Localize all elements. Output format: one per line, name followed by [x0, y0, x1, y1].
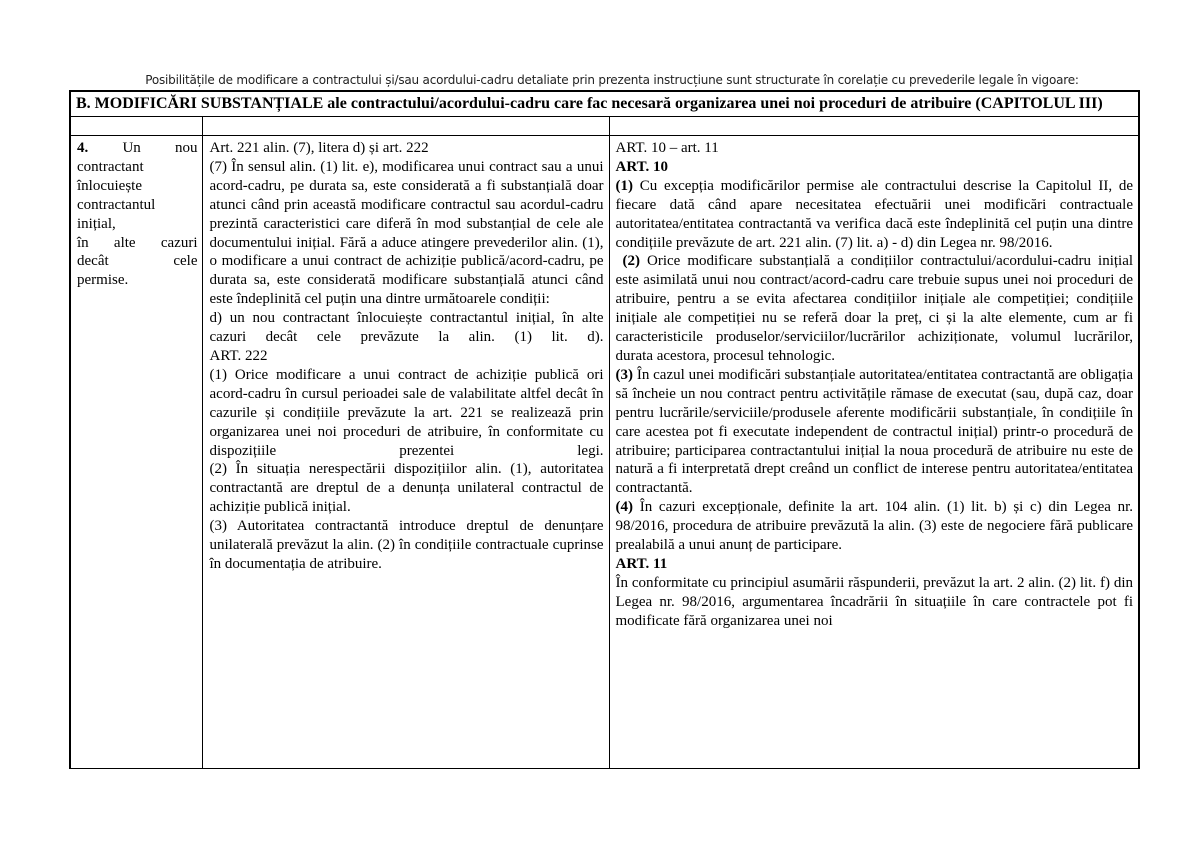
spacer-cell-2: [202, 117, 609, 136]
paragraph-text: Orice modificare substanțială a condițiilor contractului/acordului-cadru inițial este asimilată unui nou contract/acord-cadru care trebuie supus unei noi proceduri de atribuire, pentru a se evita afectarea condițiilor inițiale ale competiției; condițiile inițiale ale competiției nu se referă doar la preț, ci și la alte elemente, cum ar fi caracteristicile produselor/serviciilor/lucrărilor achiziționate, volumul lucrărilor, durata acestora, procesul tehnologic.: [615, 253, 1134, 364]
provisions-table: [69, 90, 1140, 769]
instruction-cell: [609, 136, 1139, 769]
case-line: inițial,: [77, 215, 116, 232]
law-paragraph: (7) În sensul alin. (1) lit. e), modificarea unui contract sau a unui acord-cadru, pe durata sa, este considerată a fi substanțială doar atunci când prin această modificare contractul sau acordul-cadru prezintă caracteristici care diferă în mod substanțial de cele ale documentului inițial. Fără a aduce atingere prevederilor alin. (1), o modificare a unui contract de achiziție publică/acord-cadru, pe durata sa, este considerată modificare substanțială atunci când este îndeplinită cel puțin una dintre următoarele condiții:: [209, 158, 604, 308]
case-text: Un nou: [122, 140, 198, 156]
case-line: permise.: [77, 272, 129, 289]
case-number: 4.: [77, 140, 89, 156]
law-paragraph: d) un nou contractant înlocuiește contractantul inițial, în alte cazuri decât cele prevăzute la alin. (1) lit. d).: [209, 310, 604, 346]
case-cell: [70, 136, 202, 769]
content-row: [70, 136, 1139, 769]
header-note: Posibilitățile de modificare a contractului și/sau acordului-cadru detaliate prin prezenta instrucțiune sunt structurate în corelație cu prevederile legale în vigoare:: [145, 73, 1079, 87]
law-heading: Art. 221 alin. (7), litera d) și art. 222: [209, 140, 429, 156]
spacer-row: [70, 117, 1139, 136]
spacer-cell-3: [609, 117, 1139, 136]
section-title-row: [70, 91, 1139, 117]
case-line: contractantul: [77, 196, 156, 213]
instruction-paragraph: [616, 177, 1134, 253]
law-paragraph: (3) Autoritatea contractantă introduce dreptul de denunțare unilaterală prevăzut la alin. (2) în condițiile contractuale cuprinse în documentația de atribuire.: [209, 518, 604, 572]
paragraph-text: În cazuri excepționale, definite la art. 104 alin. (1) lit. b) și c) din Legea nr. 98/2016, procedura de atribuire prevăzută la alin. (3) este de negociere fără publicare prealabilă a unui anunț de participare.: [615, 499, 1134, 554]
instruction-heading: ART. 10 – art. 11: [615, 140, 719, 156]
instruction-paragraph: [616, 252, 1134, 365]
paragraph-number: (2): [622, 253, 641, 270]
law-paragraph: (1) Orice modificare a unui contract de achiziție publică ori acord-cadru în cursul perioadei sale de valabilitate altfel decât în cazurile și condițiile prevăzute la art. 221 se realizează prin organizarea unei noi proceduri de atribuire, în conformitate cu dispozițiile prezentei legi.: [209, 366, 604, 459]
instruction-paragraph: [616, 498, 1134, 555]
paragraph-text: Cu excepția modificărilor permise ale contractului descrise la Capitolul II, de fiecare dată când apare necesitatea efectuării unei modificări contractuale autoritatea/entitatea contractantă va verifica dacă este îndeplinită cel puțin una dintre condițiile prevăzute de art. 221 alin. (7) lit. a) - d) din Legea nr. 98/2016.: [615, 177, 1134, 251]
art-10-heading: ART. 10: [615, 158, 669, 175]
law-provisions-cell: [202, 136, 609, 769]
paragraph-number: (4): [615, 499, 633, 516]
law-paragraph: (2) În situația nerespectării dispozițiilor alin. (1), autoritatea contractantă are dreptul de a denunța unilateral contractul de achiziție publică inițial.: [209, 461, 604, 516]
paragraph-text: În cazul unei modificări substanțiale autoritatea/entitatea contractantă are obligația să încheie un nou contract pentru activitățile rămase de executat (sau, după caz, doar pentru lucrările/serviciile/produsele aferente modificării substanțiale, în condițiile în care acestea pot fi executate independent de contractul inițial) printr-o procedură de atribuire; participarea contractantului inițial la noua procedură de atribuire nu este de natură a fi interpretată drept creând un conflict de interese pentru autoritatea/entitatea contractantă.: [615, 366, 1134, 497]
spacer-cell-1: [70, 117, 202, 136]
instruction-paragraph: În conformitate cu principiul asumării răspunderii, prevăzut la art. 2 alin. (2) lit. f) din Legea nr. 98/2016, argumentarea încadrării în situațiile în care contractele pot fi modificate fără organizarea unei noi: [615, 574, 1134, 629]
paragraph-number: (3): [615, 366, 633, 383]
instruction-paragraph: [616, 366, 1134, 498]
case-line: contractant: [77, 158, 144, 175]
case-line: înlocuiește: [77, 177, 142, 194]
case-line: în alte cazuri: [77, 234, 198, 251]
case-line: [77, 139, 198, 158]
art-222-heading: ART. 222: [209, 347, 268, 364]
paragraph-number: (1): [615, 177, 633, 194]
case-line: decât cele: [77, 253, 198, 270]
art-11-heading: ART. 11: [615, 555, 668, 572]
section-title: B. MODIFICĂRI SUBSTANȚIALE ale contractului/acordului-cadru care fac necesară organizarea unei noi proceduri de atribuire (CAPITOLUL III): [70, 91, 1139, 117]
